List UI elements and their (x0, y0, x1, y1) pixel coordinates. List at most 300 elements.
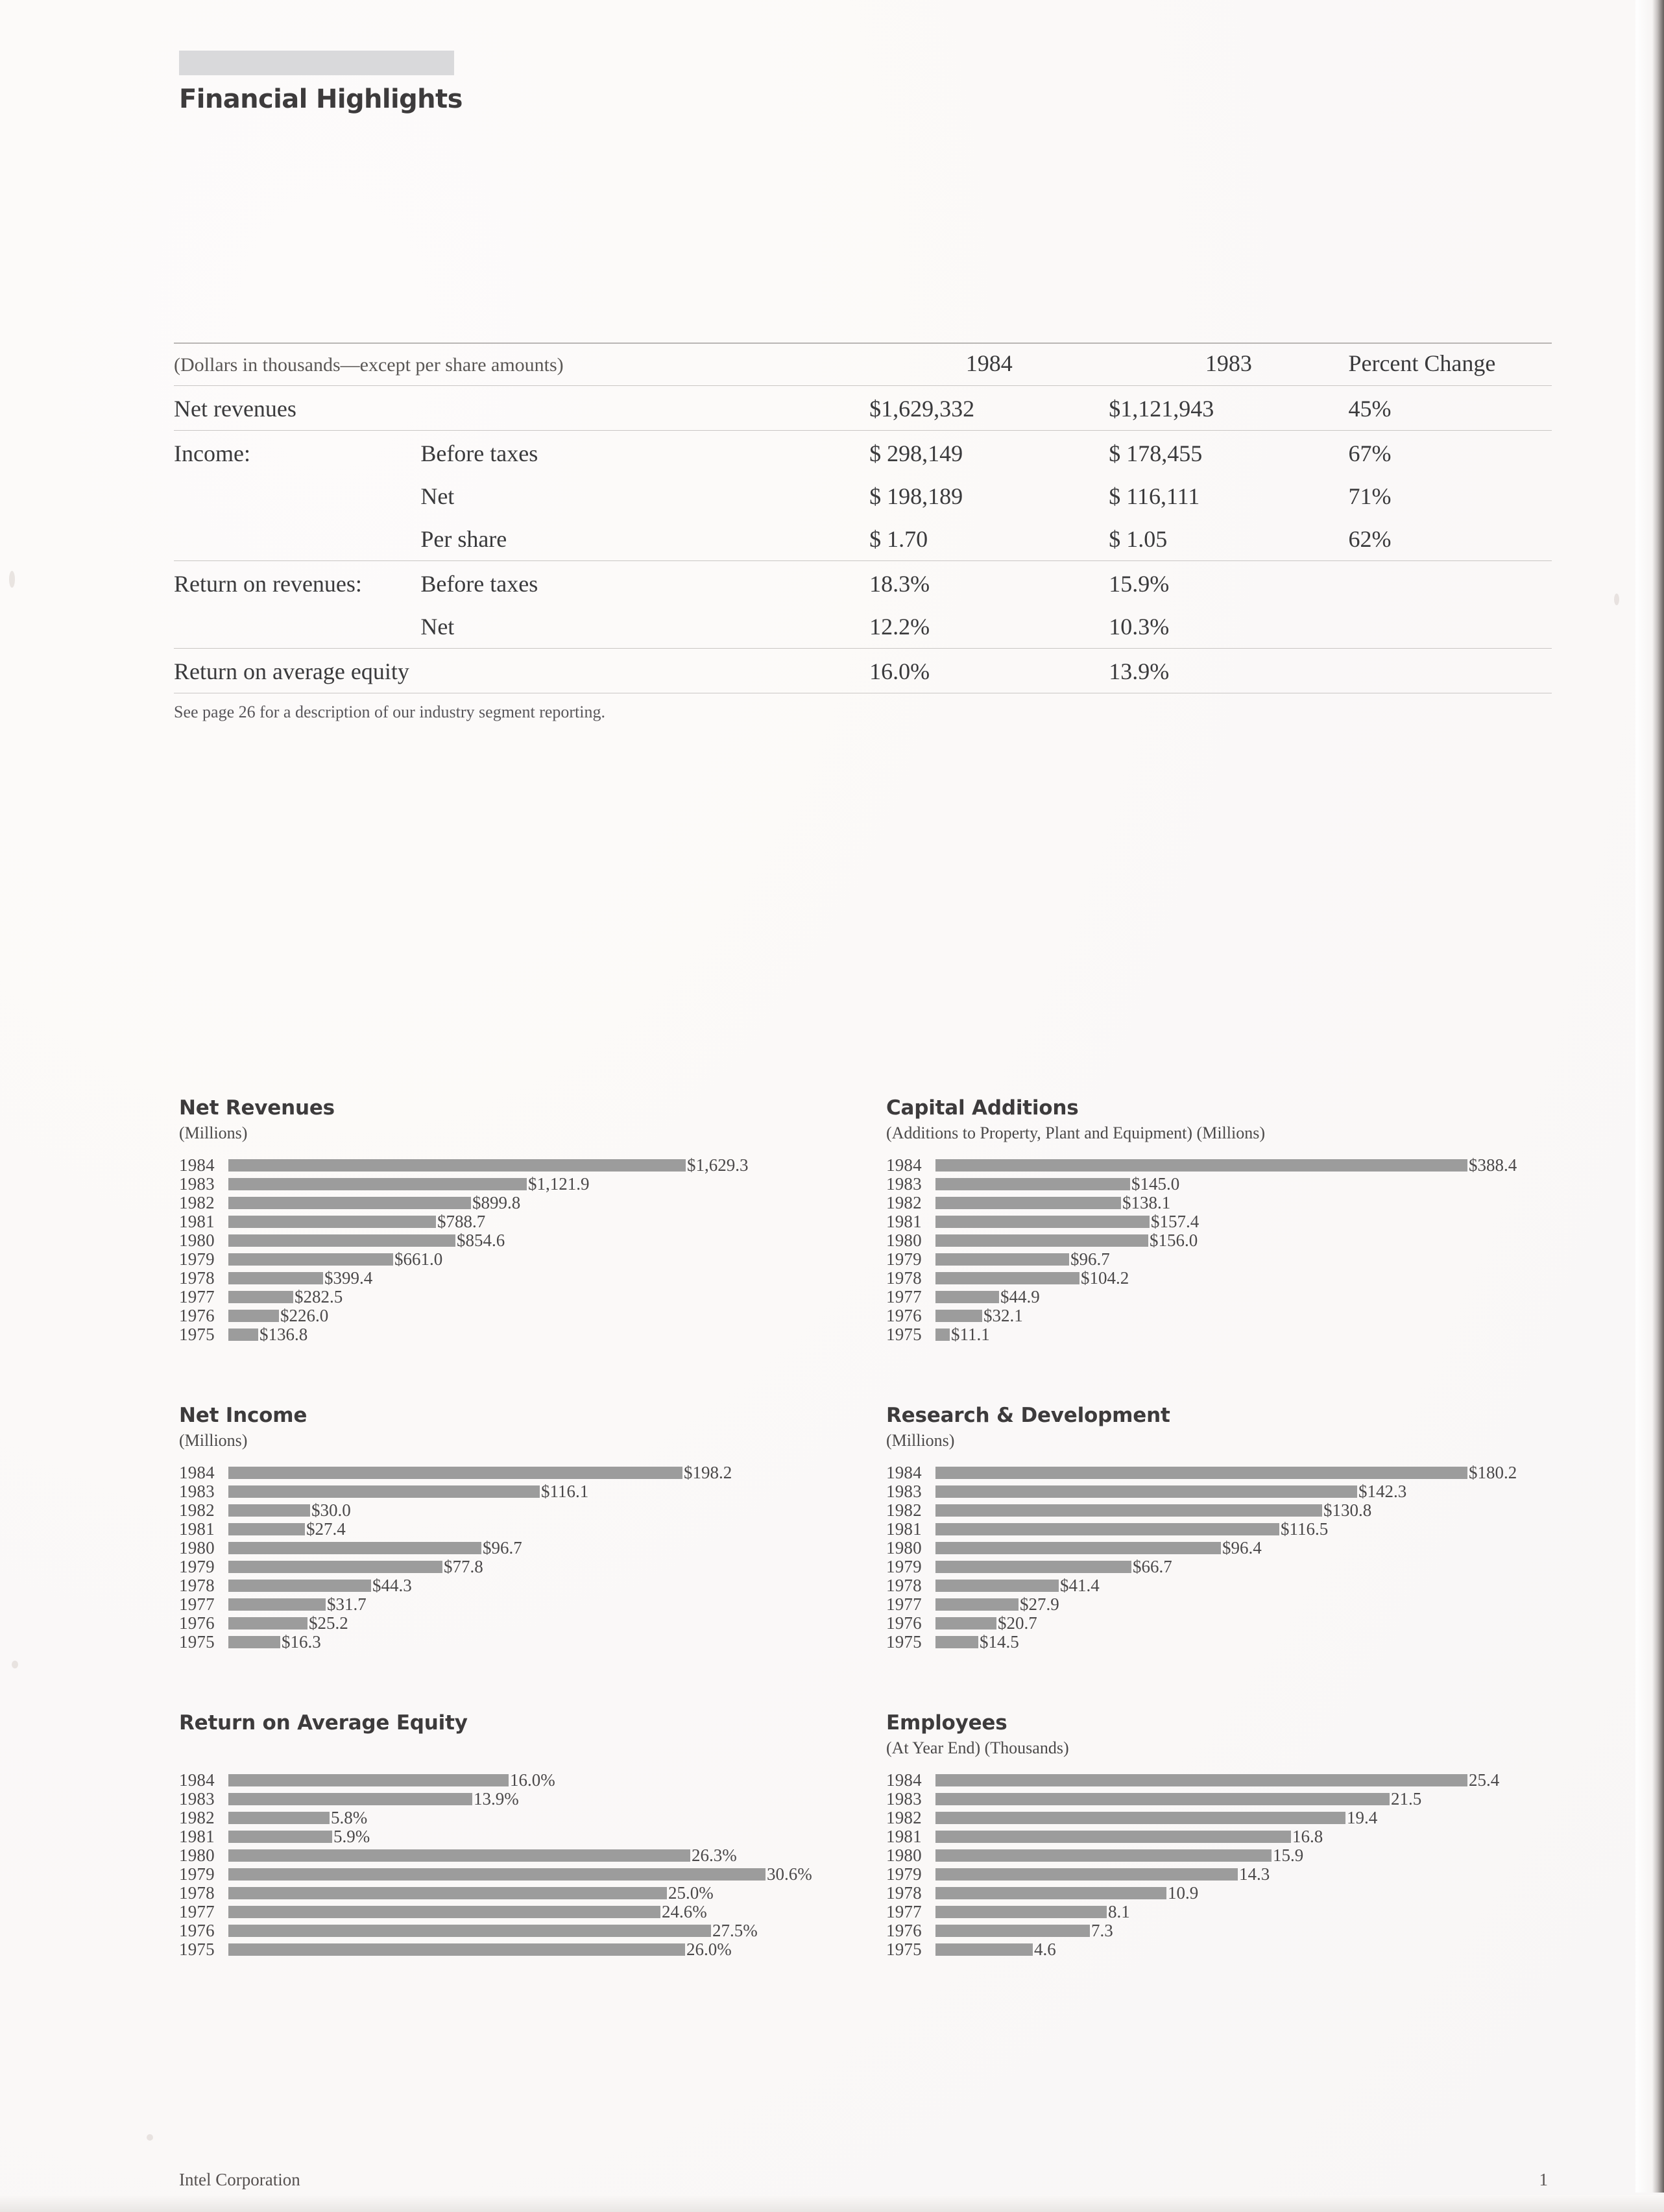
bar (228, 1812, 330, 1824)
bar-value-label: 14.3 (1239, 1864, 1270, 1884)
chart-bar-row (179, 1250, 886, 1269)
bar-category-label: 1980 (886, 1231, 922, 1250)
bar (228, 1774, 509, 1786)
cell-1983: $1,121,943 (1109, 396, 1214, 422)
bar-value-label: $27.9 (1020, 1594, 1059, 1614)
table-row (174, 432, 1552, 475)
bar-category-label: 1980 (179, 1845, 215, 1865)
bar (228, 1925, 711, 1937)
cell-1984: $ 1.70 (869, 526, 928, 552)
cell-percent-change (1348, 562, 1552, 605)
bar-category-label: 1978 (886, 1576, 922, 1595)
page-title: Financial Highlights (179, 84, 463, 114)
bar-value-label: 16.0% (510, 1770, 555, 1790)
cell-1983: 13.9% (1109, 658, 1170, 684)
bar-category-label: 1980 (886, 1845, 922, 1865)
bar-value-label: 25.0% (668, 1883, 714, 1903)
bar-category-label: 1975 (179, 1632, 215, 1652)
bar-value-label: $41.4 (1060, 1576, 1100, 1595)
summary-table (174, 344, 1552, 693)
cell-1984: $ 198,189 (869, 483, 963, 509)
bar-category-label: 1975 (179, 1325, 215, 1344)
cell-percent-change: 62% (1348, 526, 1392, 552)
bar-value-label: $96.4 (1222, 1538, 1262, 1557)
scan-speck (12, 1661, 18, 1668)
bar-value-label: $130.8 (1323, 1500, 1372, 1520)
chart-bar-row (179, 1306, 886, 1325)
bar-category-label: 1978 (886, 1883, 922, 1903)
chart-bar-row (179, 1288, 886, 1306)
bar-value-label: 10.9 (1168, 1883, 1199, 1903)
chart-bar-row (179, 1940, 886, 1959)
bar (228, 1467, 682, 1479)
bar (228, 1887, 667, 1899)
cell-1983: $ 178,455 (1109, 440, 1203, 466)
chart-bar-row (179, 1231, 886, 1250)
footer-page-number: 1 (1539, 2170, 1548, 2189)
chart-bar-row (179, 1194, 886, 1212)
bar (228, 1636, 280, 1648)
chart-bar-row (179, 1633, 886, 1652)
charts-section (179, 1096, 1554, 2019)
bar-value-label: 5.8% (331, 1808, 368, 1827)
chart-bar-row (179, 1463, 886, 1482)
bar-value-label: $138.1 (1122, 1193, 1171, 1212)
chart-bar-row (886, 1539, 1554, 1557)
bar-value-label: 19.4 (1347, 1808, 1378, 1827)
chart-bar-row (886, 1482, 1554, 1501)
bar (228, 1831, 332, 1843)
bar-value-label: $25.2 (309, 1613, 348, 1633)
bar-category-label: 1977 (179, 1594, 215, 1614)
bar-value-label: 24.6% (662, 1902, 707, 1921)
row-label-return-on-revenues: Return on revenues: (174, 571, 362, 597)
chart-rows (886, 1156, 1554, 1344)
row-label-return-on-average-equity: Return on average equity (174, 658, 409, 684)
bar-category-label: 1976 (179, 1306, 215, 1325)
bar (228, 1272, 323, 1284)
chart-return-on-average-equity (179, 1711, 886, 1959)
bar-value-label: 7.3 (1091, 1921, 1113, 1940)
bar-value-label: $44.9 (1000, 1287, 1040, 1306)
bar (935, 1272, 1079, 1284)
chart-bar-row (886, 1212, 1554, 1231)
bar-value-label: $1,121.9 (528, 1174, 590, 1194)
scan-speck (147, 2134, 153, 2141)
chart-title: Research & Development (886, 1404, 1170, 1427)
bar-category-label: 1980 (886, 1538, 922, 1557)
bar-category-label: 1983 (886, 1482, 922, 1501)
bar-category-label: 1984 (179, 1155, 215, 1175)
bar (935, 1906, 1107, 1918)
bar (935, 1868, 1238, 1881)
bar-value-label: $77.8 (444, 1557, 483, 1576)
chart-bar-row (179, 1212, 886, 1231)
cell-1983: $ 1.05 (1109, 526, 1168, 552)
bar (228, 1159, 686, 1172)
chart-bar-row (886, 1576, 1554, 1595)
bar-value-label: 15.9 (1273, 1845, 1304, 1865)
bar-value-label: $661.0 (394, 1249, 443, 1269)
bar-category-label: 1981 (179, 1519, 215, 1539)
cell-1984: $1,629,332 (869, 396, 975, 422)
bar (228, 1617, 307, 1629)
chart-bar-row (886, 1790, 1554, 1809)
bar-category-label: 1979 (886, 1557, 922, 1576)
bar (935, 1887, 1166, 1899)
row-sublabel (420, 387, 869, 431)
bar-category-label: 1979 (886, 1249, 922, 1269)
chart-bar-row (179, 1790, 886, 1809)
chart-net-income (179, 1404, 886, 1652)
bar (935, 1504, 1322, 1517)
chart-bar-row (179, 1325, 886, 1344)
bar-category-label: 1982 (179, 1500, 215, 1520)
cell-1983: 15.9% (1109, 571, 1170, 597)
chart-bar-row (886, 1175, 1554, 1194)
row-label (174, 475, 420, 518)
bar-value-label: $899.8 (472, 1193, 521, 1212)
bar (228, 1523, 305, 1535)
bar-value-label: $27.4 (306, 1519, 346, 1539)
bar (935, 1485, 1357, 1498)
row-label (174, 605, 420, 649)
row-label-income: Income: (174, 440, 250, 466)
bar (935, 1793, 1390, 1805)
bar-value-label: 26.0% (686, 1940, 732, 1959)
charts-grid (179, 1096, 1554, 2019)
cell-percent-change (1348, 605, 1552, 649)
bar (935, 1774, 1467, 1786)
chart-bar-row (886, 1194, 1554, 1212)
bar (935, 1253, 1069, 1266)
bar-category-label: 1979 (179, 1249, 215, 1269)
bar-value-label: $145.0 (1131, 1174, 1180, 1194)
bar-value-label: 25.4 (1469, 1770, 1500, 1790)
bar-category-label: 1977 (886, 1287, 922, 1306)
bar-category-label: 1982 (886, 1500, 922, 1520)
bar (228, 1197, 471, 1209)
table-row (174, 562, 1552, 605)
bar-category-label: 1981 (886, 1519, 922, 1539)
bar-value-label: $1,629.3 (687, 1155, 749, 1175)
chart-subtitle: (At Year End) (Thousands) (886, 1738, 1069, 1757)
chart-bar-row (886, 1633, 1554, 1652)
chart-research-development (886, 1404, 1554, 1652)
chart-bar-row (179, 1865, 886, 1884)
bar-category-label: 1981 (886, 1212, 922, 1231)
bar-value-label: $116.1 (541, 1482, 589, 1501)
cell-percent-change: 45% (1348, 396, 1392, 422)
chart-title: Employees (886, 1711, 1007, 1735)
row-sublabel-before-taxes: Before taxes (420, 440, 538, 466)
bar (228, 1234, 455, 1247)
row-label-net-revenues: Net revenues (174, 396, 296, 422)
masthead (179, 51, 463, 114)
bar-value-label: $282.5 (295, 1287, 343, 1306)
chart-bar-row (886, 1809, 1554, 1827)
chart-bar-row (886, 1325, 1554, 1344)
scan-edge (1652, 0, 1664, 2193)
chart-bar-row (886, 1231, 1554, 1250)
column-header-1983: 1983 (1205, 350, 1252, 376)
chart-bar-row (179, 1482, 886, 1501)
bar-value-label: $198.2 (684, 1463, 732, 1482)
bar-value-label: $32.1 (983, 1306, 1023, 1325)
chart-bar-row (886, 1903, 1554, 1921)
bar-category-label: 1984 (886, 1770, 922, 1790)
chart-bar-row (886, 1501, 1554, 1520)
chart-bar-row (886, 1269, 1554, 1288)
bar-category-label: 1975 (886, 1325, 922, 1344)
chart-title: Net Income (179, 1404, 307, 1427)
cell-1984: 12.2% (869, 614, 930, 640)
bar-value-label: $16.3 (282, 1632, 321, 1652)
bar (228, 1580, 371, 1592)
bar-value-label: $104.2 (1081, 1268, 1129, 1288)
chart-bar-row (179, 1269, 886, 1288)
bar-category-label: 1980 (179, 1538, 215, 1557)
bar (935, 1943, 1033, 1956)
bar (228, 1868, 766, 1881)
bar-category-label: 1978 (179, 1883, 215, 1903)
bar-value-label: 4.6 (1034, 1940, 1056, 1959)
bar (935, 1467, 1467, 1479)
chart-bar-row (886, 1884, 1554, 1903)
bar (935, 1561, 1131, 1573)
cell-percent-change: 71% (1348, 483, 1392, 509)
chart-bar-row (886, 1846, 1554, 1865)
bar (935, 1812, 1345, 1824)
bar-category-label: 1977 (886, 1902, 922, 1921)
bar-value-label: 26.3% (692, 1845, 737, 1865)
scan-edge (1635, 0, 1652, 2193)
bar-category-label: 1976 (886, 1306, 922, 1325)
bar-category-label: 1976 (886, 1921, 922, 1940)
bar-category-label: 1979 (886, 1864, 922, 1884)
bar-value-label: $142.3 (1358, 1482, 1407, 1501)
bar-category-label: 1978 (179, 1576, 215, 1595)
chart-bar-row (886, 1827, 1554, 1846)
table-row (174, 387, 1552, 431)
bar-category-label: 1981 (179, 1827, 215, 1846)
bar (935, 1849, 1272, 1862)
column-header-1984: 1984 (965, 350, 1013, 376)
chart-title: Net Revenues (179, 1096, 335, 1120)
bar-category-label: 1984 (886, 1463, 922, 1482)
bar-value-label: $399.4 (324, 1268, 373, 1288)
bar (935, 1831, 1291, 1843)
bar-value-label: $14.5 (980, 1632, 1019, 1652)
table-row (174, 475, 1552, 518)
cell-1984: 18.3% (869, 571, 930, 597)
chart-rows (886, 1771, 1554, 1959)
bar (935, 1542, 1221, 1554)
row-label (174, 518, 420, 561)
chart-bar-row (886, 1520, 1554, 1539)
bar-category-label: 1982 (886, 1808, 922, 1827)
bar (228, 1178, 527, 1190)
chart-bar-row (886, 1557, 1554, 1576)
bar (228, 1598, 326, 1611)
bar-category-label: 1981 (179, 1212, 215, 1231)
bar-category-label: 1976 (179, 1921, 215, 1940)
bar-category-label: 1976 (179, 1613, 215, 1633)
chart-bar-row (179, 1884, 886, 1903)
bar-value-label: 27.5% (712, 1921, 758, 1940)
bar (228, 1216, 436, 1228)
bar-category-label: 1984 (179, 1770, 215, 1790)
chart-bar-row (886, 1156, 1554, 1175)
bar-value-label: $30.0 (311, 1500, 351, 1520)
chart-bar-row (179, 1595, 886, 1614)
table-row (174, 650, 1552, 693)
chart-bar-row (179, 1156, 886, 1175)
chart-bar-row (886, 1614, 1554, 1633)
bar (935, 1523, 1279, 1535)
bar (935, 1580, 1059, 1592)
bar-category-label: 1982 (886, 1193, 922, 1212)
bar (935, 1216, 1150, 1228)
chart-capital-additions (886, 1096, 1554, 1344)
bar (228, 1906, 660, 1918)
cell-percent-change (1348, 650, 1552, 693)
bar-category-label: 1975 (886, 1632, 922, 1652)
bar-value-label: $156.0 (1150, 1231, 1198, 1250)
bar-value-label: $96.7 (483, 1538, 522, 1557)
cell-1983: 10.3% (1109, 614, 1170, 640)
chart-title: Return on Average Equity (179, 1711, 468, 1735)
bar (935, 1636, 978, 1648)
chart-bar-row (179, 1771, 886, 1790)
table-header-row (174, 344, 1552, 386)
chart-bar-row (886, 1306, 1554, 1325)
cell-1983: $ 116,111 (1109, 483, 1200, 509)
bar-category-label: 1983 (179, 1174, 215, 1194)
row-sublabel-net: Net (420, 614, 455, 640)
chart-bar-row (179, 1846, 886, 1865)
chart-bar-row (886, 1940, 1554, 1959)
bar (228, 1485, 540, 1498)
bar (935, 1598, 1019, 1611)
bar-category-label: 1983 (179, 1789, 215, 1809)
bar-value-label: 16.8 (1292, 1827, 1323, 1846)
bar-category-label: 1975 (179, 1940, 215, 1959)
row-sublabel-before-taxes: Before taxes (420, 571, 538, 597)
cell-1984: $ 298,149 (869, 440, 963, 466)
bar (228, 1328, 258, 1341)
cell-percent-change: 67% (1348, 440, 1392, 466)
bar (935, 1291, 999, 1303)
bar-category-label: 1982 (179, 1193, 215, 1212)
row-sublabel-per-share: Per share (420, 526, 507, 552)
bar-value-label: $854.6 (457, 1231, 505, 1250)
bar-category-label: 1981 (886, 1827, 922, 1846)
bar (228, 1310, 279, 1322)
bar-value-label: 8.1 (1108, 1902, 1130, 1921)
bar-category-label: 1979 (179, 1864, 215, 1884)
bar (228, 1542, 481, 1554)
bar (935, 1617, 996, 1629)
cell-1984: 16.0% (869, 658, 930, 684)
chart-employees (886, 1711, 1554, 1959)
bar-value-label: $388.4 (1469, 1155, 1517, 1175)
column-header-percent-change: Percent Change (1348, 350, 1496, 376)
chart-subtitle: (Millions) (886, 1431, 955, 1450)
chart-subtitle: (Additions to Property, Plant and Equipment) (Millions) (886, 1124, 1265, 1142)
table-footnote: See page 26 for a description of our industry segment reporting. (174, 703, 605, 721)
table-row (174, 605, 1552, 649)
bar-value-label: $180.2 (1469, 1463, 1517, 1482)
bar-value-label: $96.7 (1070, 1249, 1110, 1269)
footer-company: Intel Corporation (179, 2170, 300, 2189)
bar-category-label: 1976 (886, 1613, 922, 1633)
bar-category-label: 1982 (179, 1808, 215, 1827)
bar-value-label: $226.0 (280, 1306, 329, 1325)
bar-category-label: 1983 (886, 1789, 922, 1809)
bar (935, 1159, 1467, 1172)
bar (228, 1943, 685, 1956)
bar-value-label: $11.1 (951, 1325, 990, 1344)
chart-bar-row (179, 1921, 886, 1940)
bar (228, 1849, 690, 1862)
bar-value-label: 5.9% (333, 1827, 370, 1846)
bar-value-label: 13.9% (474, 1789, 519, 1809)
chart-subtitle: (Millions) (179, 1124, 248, 1142)
bar (228, 1291, 293, 1303)
chart-bar-row (886, 1463, 1554, 1482)
chart-bar-row (179, 1576, 886, 1595)
bar-category-label: 1975 (886, 1940, 922, 1959)
page-footer (179, 2170, 1548, 2190)
bar-category-label: 1978 (886, 1268, 922, 1288)
scan-speck (1614, 594, 1619, 605)
bar-category-label: 1977 (886, 1594, 922, 1614)
chart-bar-row (886, 1865, 1554, 1884)
chart-bar-row (179, 1827, 886, 1846)
bar-category-label: 1980 (179, 1231, 215, 1250)
bar-category-label: 1984 (886, 1155, 922, 1175)
table-caption: (Dollars in thousands—except per share amounts) (174, 354, 564, 376)
bar-value-label: $157.4 (1151, 1212, 1200, 1231)
bar-value-label: $66.7 (1133, 1557, 1172, 1576)
bar-value-label: $44.3 (372, 1576, 412, 1595)
bar-category-label: 1984 (179, 1463, 215, 1482)
chart-bar-row (886, 1288, 1554, 1306)
chart-bar-row (179, 1501, 886, 1520)
chart-bar-row (179, 1539, 886, 1557)
bar (228, 1253, 393, 1266)
scan-edge (0, 2195, 1664, 2212)
chart-rows (179, 1463, 886, 1652)
row-sublabel-net: Net (420, 483, 455, 509)
scan-speck (9, 571, 15, 588)
chart-bar-row (179, 1809, 886, 1827)
bar-category-label: 1983 (179, 1482, 215, 1501)
chart-net-revenues (179, 1096, 886, 1344)
bar-value-label: $136.8 (259, 1325, 308, 1344)
chart-rows (179, 1156, 886, 1344)
bar (935, 1925, 1090, 1937)
bar (935, 1234, 1148, 1247)
bar (228, 1561, 442, 1573)
bar-value-label: 21.5 (1391, 1789, 1422, 1809)
bar (935, 1328, 950, 1341)
chart-title: Capital Additions (886, 1096, 1079, 1120)
chart-bar-row (179, 1175, 886, 1194)
table-row (174, 518, 1552, 561)
bar-value-label: $31.7 (327, 1594, 367, 1614)
